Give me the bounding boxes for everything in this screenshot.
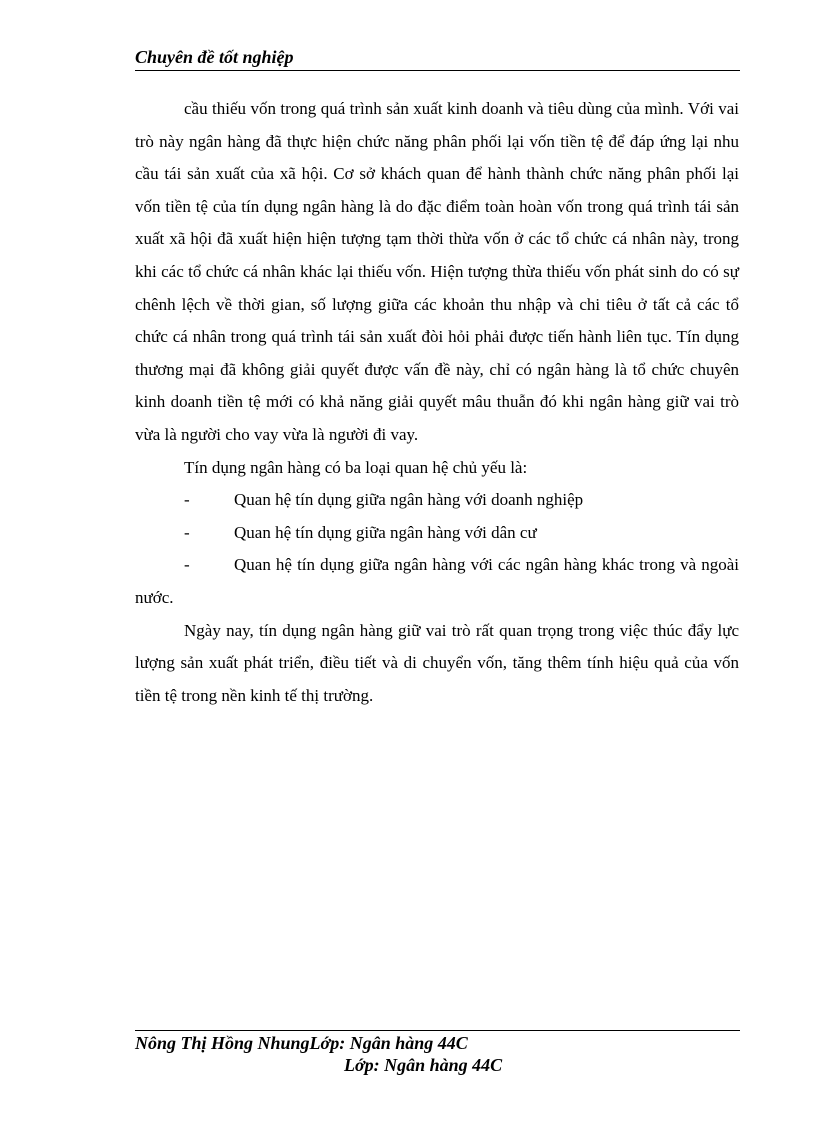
- list-item-text: Quan hệ tín dụng giữa ngân hàng với doanh nghiệp: [234, 490, 584, 510]
- header-divider: [135, 70, 740, 71]
- list-bullet: -: [184, 555, 190, 575]
- document-body: [135, 93, 739, 712]
- footer-author-class: Nông Thị Hồng NhungLớp: Ngân hàng 44C: [135, 1033, 468, 1053]
- paragraph-3: Ngày nay, tín dụng ngân hàng giữ vai trò rất quan trọng trong việc thúc đẩy lực lượng sản xuất phát triển, điều tiết và di chuyển vốn, tăng thêm tính hiệu quả của vốn tiền tệ trong nền kinh tế thị trường.: [135, 620, 739, 705]
- paragraph-1: cầu thiếu vốn trong quá trình sản xuất kinh doanh và tiêu dùng của mình. Với vai trò này ngân hàng đã thực hiện chức năng phân phối lại vốn tiền tệ để đáp ứng lại nhu cầu tái sản xuất của xã hội. Cơ sở khách quan để hành thành chức năng phân phối lại vốn tiền tệ của tín dụng ngân hàng là do đặc điểm toàn hoàn vốn trong quá trình tái sản xuất xã hội đã xuất hiện hiện tượng tạm thời thừa vốn ở các tổ chức cá nhân này, trong khi các tổ chức cá nhân khác lại thiếu vốn. Hiện tượng thừa thiếu vốn phát sinh do có sự chênh lệch về thời gian, số lượng giữa các khoản thu nhập và chi tiêu ở tất cả các tổ chức cá nhân trong quá trình tái sản xuất đòi hỏi phải được tiến hành liên tục. Tín dụng thương mại đã không giải quyết được vấn đề này, chỉ có ngân hàng là tổ chức chuyên kinh doanh tiền tệ mới có khả năng giải quyết mâu thuẫn đó khi ngân hàng giữ vai trò vừa là người cho vay vừa là người đi vay.: [135, 99, 739, 444]
- paragraph-2: Tín dụng ngân hàng có ba loại quan hệ chủ yếu là:: [184, 457, 528, 477]
- list-item-3: [135, 549, 739, 614]
- list-bullet: -: [184, 522, 190, 542]
- list-item-2: [135, 517, 739, 550]
- list-bullet: -: [184, 490, 190, 510]
- list-item-text: Quan hệ tín dụng giữa ngân hàng với các ngân hàng khác trong và ngoài nước.: [135, 555, 739, 607]
- footer-class: Lớp: Ngân hàng 44C: [344, 1055, 503, 1075]
- list-item-text: Quan hệ tín dụng giữa ngân hàng với dân cư: [234, 522, 537, 542]
- footer-divider: [135, 1030, 740, 1031]
- list-item-1: [135, 484, 739, 517]
- page-header-title: Chuyên đề tốt nghiệp: [135, 47, 294, 67]
